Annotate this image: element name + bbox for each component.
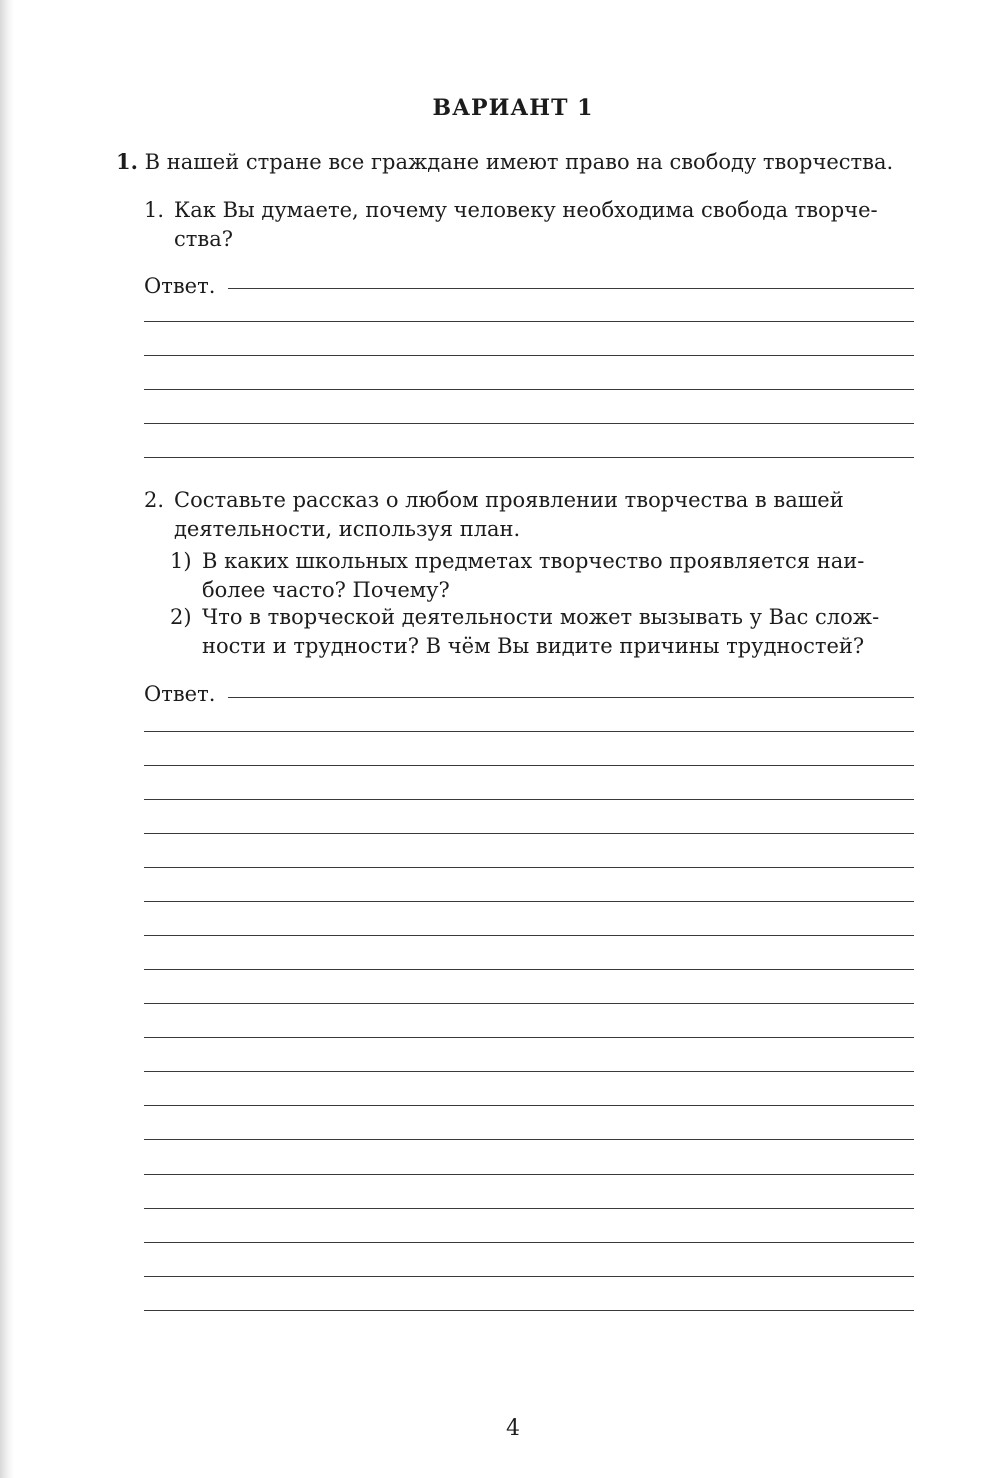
task-text: В нашей стране все граждане имеют право на свободу творчества. — [144, 150, 894, 174]
page-title: ВАРИАНТ 1 — [432, 95, 594, 121]
question-2-line-2: деятельности, используя план. — [174, 517, 521, 541]
question-1-line-1: Как Вы думаете, почему человеку необходима свобода творче- — [174, 198, 878, 222]
plan-item-1 — [170, 547, 914, 605]
answer-line[interactable] — [144, 833, 914, 834]
answer-line[interactable] — [144, 1242, 914, 1243]
answer-line[interactable] — [144, 935, 914, 936]
answer-line[interactable] — [144, 1139, 914, 1140]
answer-line[interactable] — [144, 1071, 914, 1072]
question-2-number: 2. — [144, 488, 165, 512]
plan-item-1-line-1: В каких школьных предметах творчество проявляется наи- — [202, 549, 865, 573]
answer-line[interactable] — [144, 389, 914, 390]
answer-line[interactable] — [144, 731, 914, 732]
answer-line[interactable] — [144, 1208, 914, 1209]
task-number: 1. — [116, 149, 138, 174]
answer-line[interactable] — [144, 1174, 914, 1175]
answer-line[interactable] — [144, 969, 914, 970]
answer-line[interactable] — [144, 765, 914, 766]
question-1-number: 1. — [144, 198, 165, 222]
answer-line[interactable] — [144, 457, 914, 458]
question-1-line-2: ства? — [174, 227, 233, 251]
question-2-line-1: Составьте рассказ о любом проявлении творчества в вашей — [174, 488, 844, 512]
plan-item-1-number: 1) — [170, 549, 192, 573]
plan-item-2-line-1: Что в творческой деятельности может вызывать у Вас слож- — [202, 605, 880, 629]
answer-line[interactable] — [144, 1003, 914, 1004]
answer-line[interactable] — [144, 1037, 914, 1038]
answer-line[interactable] — [228, 288, 914, 289]
answer-line[interactable] — [144, 901, 914, 902]
answer-line[interactable] — [228, 697, 914, 698]
answer-label-1: Ответ. — [144, 274, 216, 298]
plan-item-2-line-2: ности и трудности? В чём Вы видите причины трудностей? — [202, 634, 865, 658]
answer-line[interactable] — [144, 1276, 914, 1277]
answer-line[interactable] — [144, 321, 914, 322]
answer-line[interactable] — [144, 355, 914, 356]
page-number: 4 — [506, 1416, 520, 1441]
question-2 — [144, 486, 914, 544]
answer-line[interactable] — [144, 867, 914, 868]
plan-item-1-line-2: более часто? Почему? — [202, 578, 450, 602]
answer-label-2: Ответ. — [144, 682, 216, 706]
answer-line[interactable] — [144, 1310, 914, 1311]
task-statement — [116, 148, 916, 176]
plan-item-2 — [170, 603, 914, 661]
page-edge-shadow — [0, 0, 14, 1478]
answer-line[interactable] — [144, 423, 914, 424]
answer-line[interactable] — [144, 799, 914, 800]
answer-line[interactable] — [144, 1105, 914, 1106]
question-1 — [144, 196, 914, 254]
plan-item-2-number: 2) — [170, 605, 192, 629]
